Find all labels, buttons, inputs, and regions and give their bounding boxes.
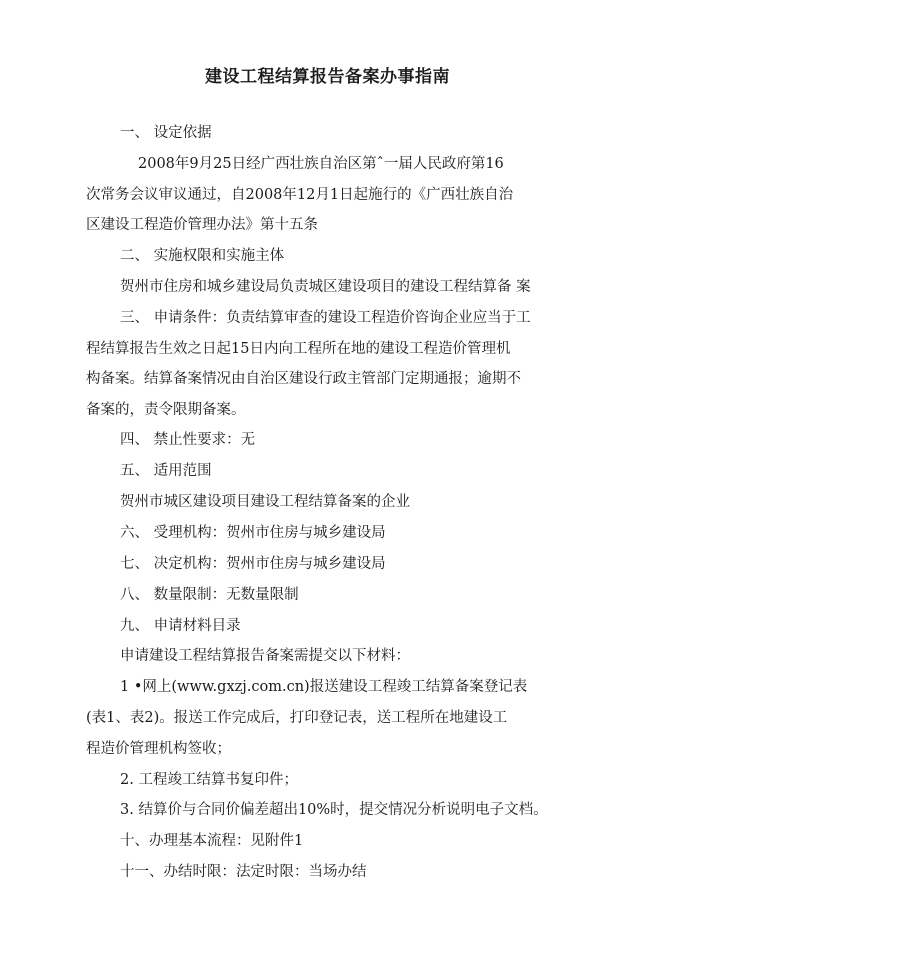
section-1-heading: 一、 设定依据 (120, 125, 212, 141)
paragraph-line: 2008年9月25日经广西壮族自治区第ˆ一届人民政府第16 (138, 156, 504, 172)
paragraph-line: (表1、表2)。报送工作完成后，打印登记表，送工程所在地建设工 (86, 710, 508, 726)
section-9-heading: 九、 申请材料目录 (120, 618, 241, 634)
material-item-1: 1 •网上(www.gxzj.com.cn)报送建设工程竣工结算备案登记表 (120, 679, 528, 695)
paragraph-line: 次常务会议审议通过，自2008年12月1日起施行的《广西壮族自治 (86, 187, 514, 203)
section-7-heading: 七、 决定机构：贺州市住房与城乡建设局 (120, 556, 386, 572)
section-11-heading: 十一、办结时限：法定时限：当场办结 (120, 864, 367, 880)
paragraph-line: 区建设工程造价管理办法》第十五条 (86, 217, 318, 233)
paragraph-line: 贺州市城区建设项目建设工程结算备案的企业 (120, 494, 410, 510)
section-5-heading: 五、 适用范围 (120, 463, 212, 479)
paragraph-line: 备案的，责令限期备案。 (86, 402, 246, 418)
paragraph-line: 构备案。结算备案情况由自治区建设行政主管部门定期通报；逾期不 (86, 371, 521, 387)
section-8-heading: 八、 数量限制：无数量限制 (120, 587, 299, 603)
section-4-heading: 四、 禁止性要求：无 (120, 432, 256, 448)
paragraph-line: 程造价管理机构签收； (86, 741, 231, 757)
section-2-heading: 二、 实施权限和实施主体 (120, 248, 285, 264)
section-10-heading: 十、办理基本流程：见附件1 (120, 833, 304, 849)
material-item-2: 2. 工程竣工结算书复印件； (120, 772, 298, 788)
document-title: 建设工程结算报告备案办事指南 (205, 67, 450, 87)
material-item-3: 3. 结算价与合同价偏差超出10%时，提交情况分析说明电子文档。 (120, 802, 548, 818)
paragraph-line: 程结算报告生效之日起15日内向工程所在地的建设工程造价管理机 (86, 341, 511, 357)
paragraph-line: 贺州市住房和城乡建设局负责城区建设项目的建设工程结算备 案 (120, 279, 531, 295)
section-6-heading: 六、 受理机构：贺州市住房与城乡建设局 (120, 525, 386, 541)
section-3-heading: 三、 申请条件：负责结算审查的建设工程造价咨询企业应当于工 (120, 310, 531, 326)
paragraph-line: 申请建设工程结算报告备案需提交以下材料： (120, 648, 410, 664)
